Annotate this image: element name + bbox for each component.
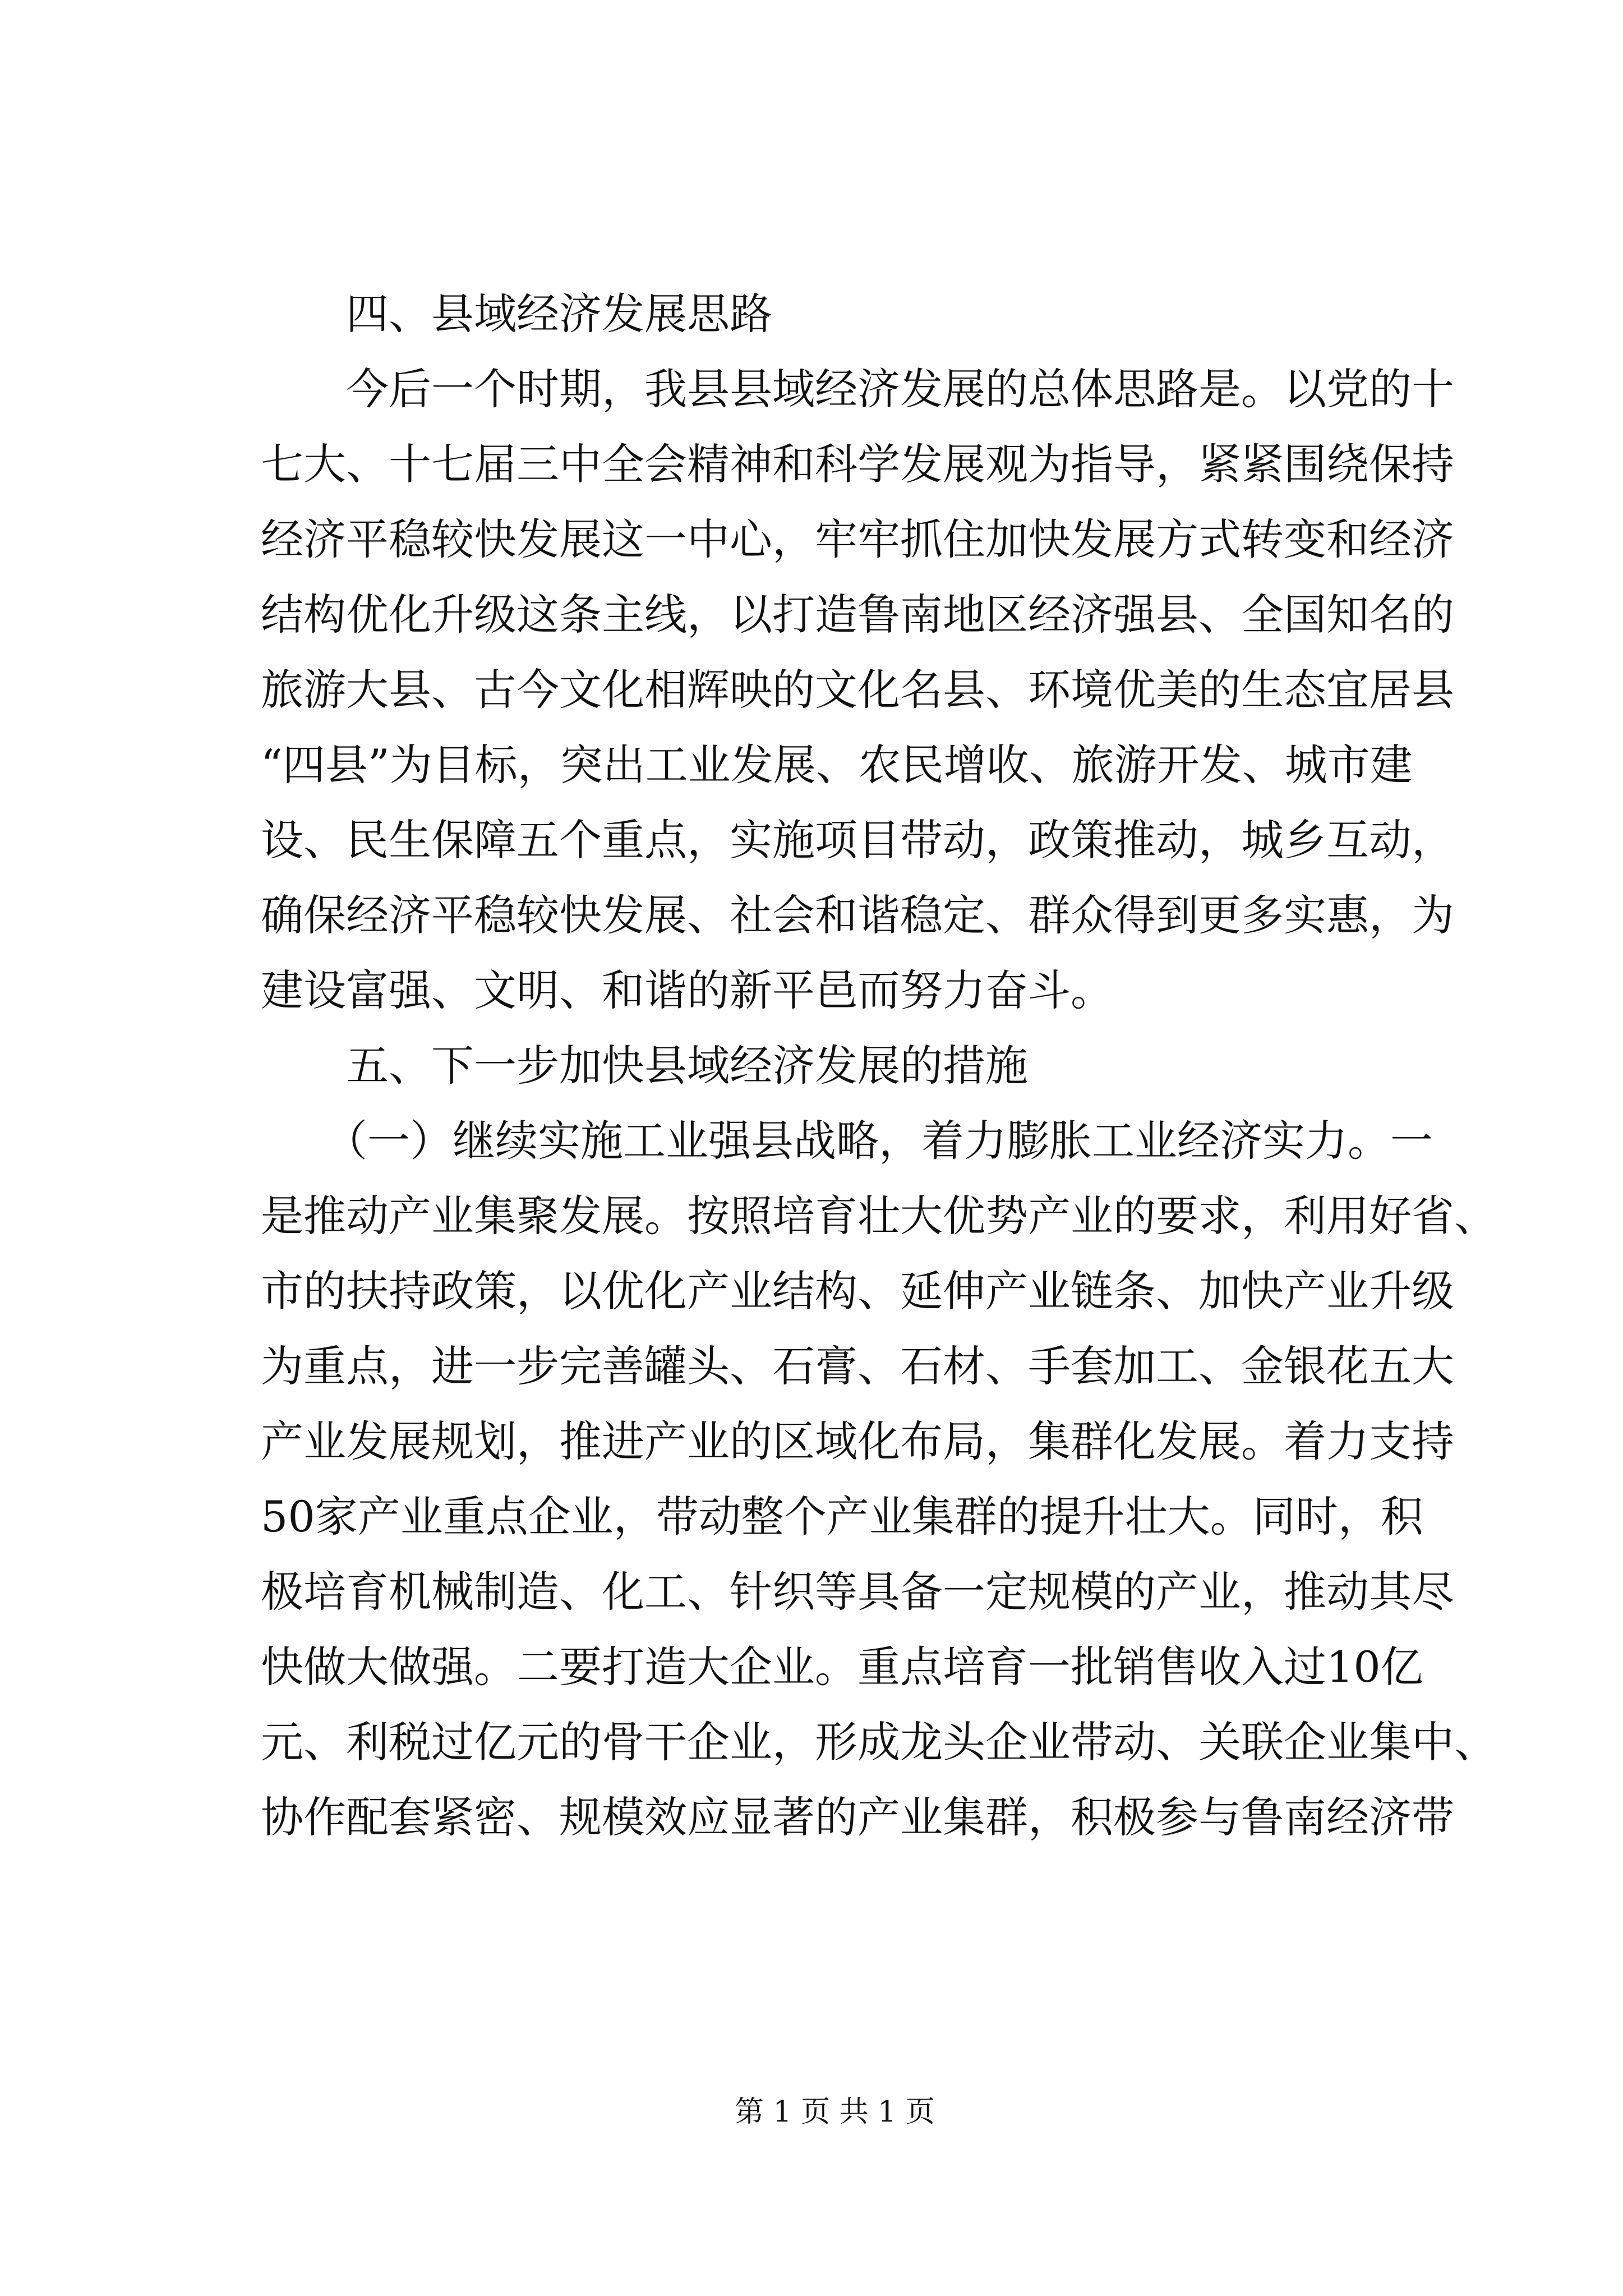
paragraph-line: 今后一个时期，我县县域经济发展的总体思路是。以党的十 [346, 364, 1454, 414]
paragraph-line: 旅游大县、古今文化相辉映的文化名县、环境优美的生态宜居县 [261, 665, 1454, 715]
paragraph-line: 七大、十七届三中全会精神和科学发展观为指导，紧紧围绕保持 [261, 439, 1454, 489]
section-heading: 四、县域经济发展思路 [346, 289, 772, 339]
paragraph-line: （一）继续实施工业强县战略，着力膨胀工业经济实力。一 [325, 1116, 1433, 1166]
paragraph-line: 为重点，进一步完善罐头、石膏、石材、手套加工、金银花五大 [261, 1341, 1454, 1391]
section-heading: 五、下一步加快县域经济发展的措施 [346, 1041, 1028, 1091]
paragraph-line: 设、民生保障五个重点，实施项目带动，政策推动，城乡互动， [261, 815, 1454, 865]
paragraph-line: 经济平稳较快发展这一中心，牢牢抓住加快发展方式转变和经济 [261, 514, 1454, 564]
paragraph-line: 结构优化升级这条主线，以打造鲁南地区经济强县、全国知名的 [261, 590, 1454, 639]
paragraph-line: 元、利税过亿元的骨干企业，形成龙头企业带动、关联企业集中、 [261, 1717, 1497, 1767]
paragraph-line: 快做大做强。二要打造大企业。重点培育一批销售收入过10亿 [261, 1642, 1423, 1692]
paragraph-line: 建设富强、文明、和谐的新平邑而努力奋斗。 [261, 965, 1113, 1015]
paragraph-line: 50家产业重点企业，带动整个产业集群的提升壮大。同时，积 [261, 1492, 1423, 1542]
paragraph-line: 产业发展规划，推进产业的区域化布局，集群化发展。着力支持 [261, 1416, 1454, 1466]
paragraph-line: 协作配套紧密、规模效应显著的产业集群，积极参与鲁南经济带 [261, 1792, 1454, 1842]
paragraph-line: “四县”为目标，突出工业发展、农民增收、旅游开发、城市建 [261, 740, 1413, 790]
paragraph-line: 极培育机械制造、化工、针织等具备一定规模的产业，推动其尽 [261, 1567, 1454, 1617]
paragraph-line: 确保经济平稳较快发展、社会和谐稳定、群众得到更多实惠，为 [261, 890, 1454, 940]
page-footer: 第 1 页 共 1 页 [735, 2095, 935, 2129]
paragraph-line: 市的扶持政策，以优化产业结构、延伸产业链条、加快产业升级 [261, 1266, 1454, 1316]
paragraph-line: 是推动产业集聚发展。按照培育壮大优势产业的要求，利用好省、 [261, 1191, 1497, 1241]
